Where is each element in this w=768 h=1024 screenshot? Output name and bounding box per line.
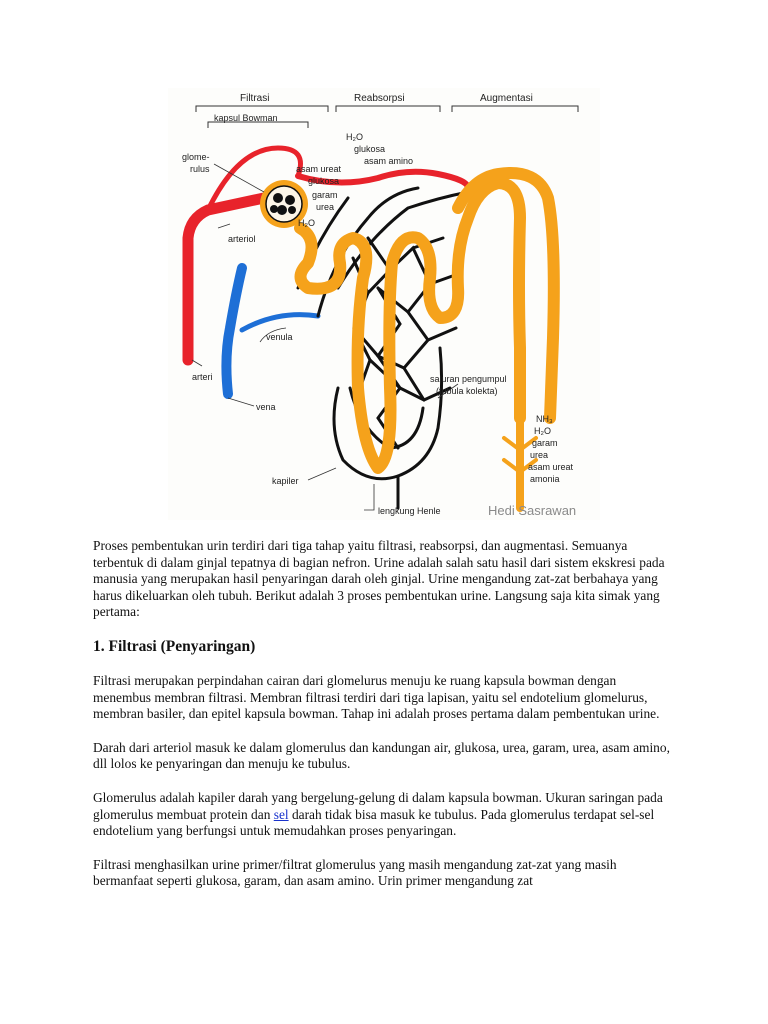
- label-urea-out: urea: [530, 450, 549, 460]
- label-h2o-top: H₂O: [346, 132, 363, 142]
- header-augmentasi: Augmentasi: [480, 93, 533, 104]
- paragraph-3-end: darah tidak bisa masuk ke tubulus. Pada glomerulus terdapat sel-sel endotelium yang berfungsi untuk memudahkan proses penyaringan.: [93, 806, 655, 839]
- label-h2o: H₂O: [298, 218, 315, 228]
- label-rulus: rulus: [190, 164, 210, 174]
- label-vena: vena: [256, 402, 276, 412]
- label-nh3: NH₃: [536, 414, 553, 424]
- label-arteriol: arteriol: [228, 234, 256, 244]
- paragraph-3-start: Glomerulus adalah kapiler darah yang bergelung-gelung di dalam kapsula bowman. Ukuran saringan pada glomerulus membuat protein dan: [93, 789, 663, 822]
- credit-watermark: Hedi Sasrawan: [488, 503, 577, 518]
- label-amonia: amonia: [530, 474, 560, 484]
- label-asam-ureat: asam ureat: [296, 164, 342, 174]
- label-kapsul-bowman: kapsul Bowman: [214, 113, 278, 123]
- label-kapiler: kapiler: [272, 476, 299, 486]
- label-saluran: saluran pengumpul: [430, 374, 507, 384]
- paragraph-2: Darah dari arteriol masuk ke dalam glomerulus dan kandungan air, glukosa, urea, garam, urea, asam amino, dll lolos ke penyaringan dan menuju ke tubulus.: [93, 739, 670, 772]
- paragraph-1: Filtrasi merupakan perpindahan cairan dari glomelurus menuju ke ruang kapsula bowman dengan menembus membran filtrasi. Membran filtrasi terdiri dari tiga lapisan, yaitu sel endotelium glomelurus, membran basiler, dan epitel kapsula bowman. Tahap ini adalah proses pertama dalam pembentukan urine.: [93, 672, 660, 722]
- label-glome: glome-: [182, 152, 210, 162]
- label-asam-amino-top: asam amino: [364, 156, 414, 166]
- sel-link[interactable]: sel: [273, 806, 289, 822]
- header-filtrasi: Filtrasi: [240, 93, 270, 104]
- label-venula: venula: [266, 332, 293, 342]
- label-garam-out: garam: [532, 438, 558, 448]
- label-asam-ureat-out: asam ureat: [528, 462, 574, 472]
- label-tubula-kolekta: (tubula kolekta): [436, 386, 498, 396]
- section-heading: 1. Filtrasi (Penyaringan): [93, 637, 256, 655]
- header-reabsorpsi: Reabsorpsi: [354, 93, 405, 104]
- paragraph-4: Filtrasi menghasilkan urine primer/filtrat glomerulus yang masih mengandung zat-zat yang masih bermanfaat seperti glukosa, garam, dan asam amino. Urin primer mengandung zat: [93, 856, 617, 889]
- label-lengkung-henle: lengkung Henle: [378, 506, 441, 516]
- intro-paragraph: Proses pembentukan urin terdiri dari tiga tahap yaitu filtrasi, reabsorpsi, dan augmentasi. Semuanya terbentuk di dalam ginjal tepatnya di bagian nefron. Urine adalah salah satu hasil dari sistem ekskresi pada manusia yang merupakan hasil penyaringan darah oleh ginjal. Urine mengandung zat-zat berbahaya yang harus dikeluarkan oleh tubuh. Berikut adalah 3 proses pembentukan urine. Langsung saja kita simak yang pertama:: [93, 538, 665, 620]
- article-body: [93, 538, 673, 907]
- label-arteri: arteri: [192, 372, 213, 382]
- label-glukosa-top: glukosa: [354, 144, 386, 154]
- label-garam: garam: [312, 190, 338, 200]
- label-urea: urea: [316, 202, 335, 212]
- nephron-svg: [168, 88, 600, 520]
- paragraph-3: [93, 790, 673, 840]
- nephron-diagram: [168, 88, 600, 520]
- label-h2o-out: H₂O: [534, 426, 551, 436]
- label-glukosa: glukosa: [308, 176, 340, 186]
